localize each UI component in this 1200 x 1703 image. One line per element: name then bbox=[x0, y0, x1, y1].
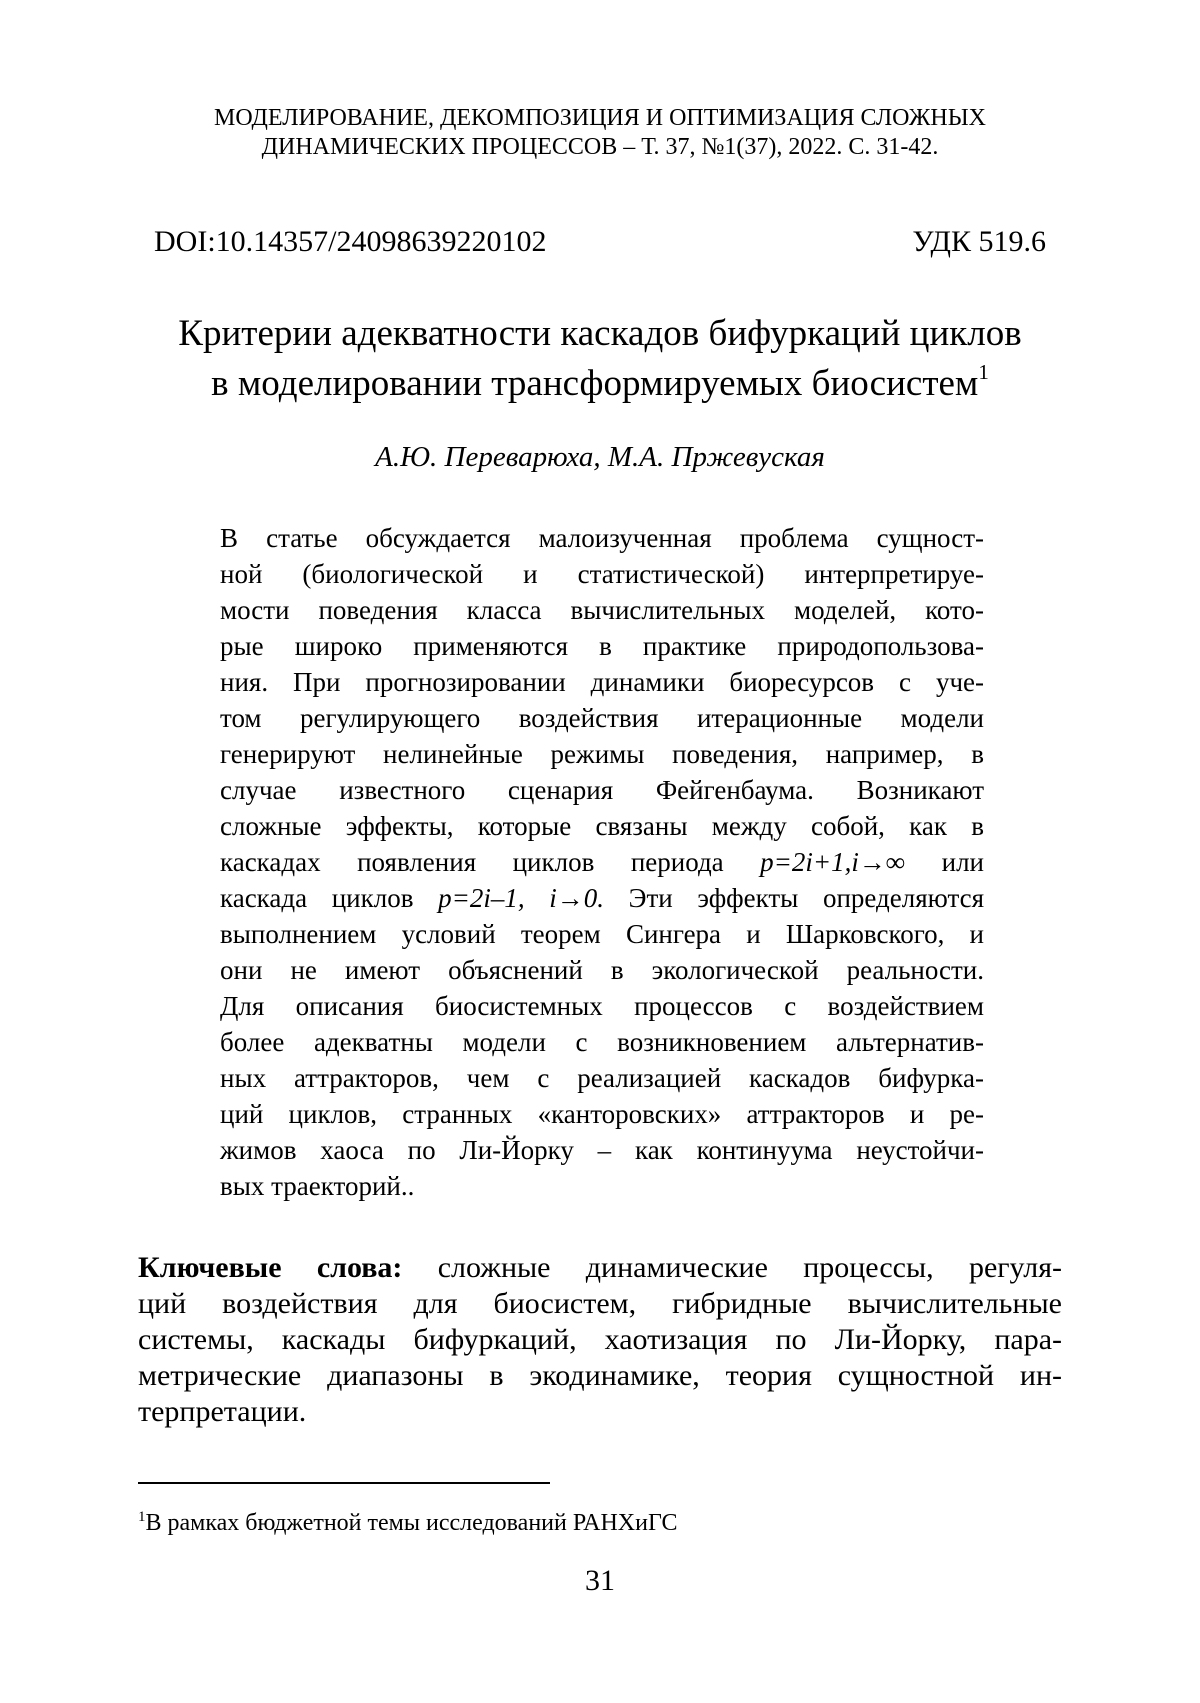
abstract-line: вых траекторий.. bbox=[220, 1171, 415, 1201]
formula-period-cascade: p=2i+1,i→∞ bbox=[760, 847, 906, 877]
abstract-text: каскадах появления циклов периода bbox=[220, 847, 761, 877]
footnote-divider bbox=[138, 1482, 550, 1484]
keywords-label: Ключевые слова: bbox=[138, 1251, 403, 1284]
abstract-line: том регулирующего воздействия итерационные модели bbox=[220, 703, 984, 733]
title-footnote-mark: 1 bbox=[978, 360, 989, 384]
abstract-line: ных аттракторов, чем с реализацией каскадов бифурка- bbox=[220, 1063, 984, 1093]
keywords-line: метрические диапазоны в экодинамике, теория сущностной ин- bbox=[138, 1359, 1062, 1392]
abstract-line: ния. При прогнозировании динамики биоресурсов с уче- bbox=[220, 667, 984, 697]
journal-header bbox=[0, 104, 1200, 162]
abstract-line: более адекватны модели с возникновением альтернатив- bbox=[220, 1027, 984, 1057]
authors: А.Ю. Переварюха, М.А. Пржевуская bbox=[375, 441, 825, 473]
abstract-line bbox=[220, 880, 984, 916]
abstract-line bbox=[220, 844, 984, 880]
abstract-line: случае известного сценария Фейгенбаума. Возникают bbox=[220, 775, 984, 805]
abstract-text: каскада циклов bbox=[220, 883, 439, 913]
keywords-line: системы, каскады бифуркаций, хаотизация по Ли-Йорку, пара- bbox=[138, 1323, 1062, 1356]
abstract-text: или bbox=[905, 847, 984, 877]
abstract-line: они не имеют объяснений в экологической реальности. bbox=[220, 955, 984, 985]
abstract-line: ной (биологической и статистической) интерпретируе- bbox=[220, 559, 984, 589]
keywords-line: ций воздействия для биосистем, гибридные вычислительные bbox=[138, 1287, 1062, 1320]
keywords-line: терпретации. bbox=[138, 1395, 307, 1428]
keywords-line bbox=[138, 1250, 1062, 1286]
abstract bbox=[220, 520, 984, 1204]
abstract-line: выполнением условий теорем Сингера и Шарковского, и bbox=[220, 919, 984, 949]
keywords bbox=[138, 1250, 1062, 1430]
formula-cycle-cascade: p=2i–1, i→0. bbox=[438, 883, 604, 913]
abstract-line: Для описания биосистемных процессов с воздействием bbox=[220, 991, 984, 1021]
abstract-line: рые широко применяются в практике природопользова- bbox=[220, 631, 984, 661]
abstract-line: мости поведения класса вычислительных моделей, кото- bbox=[220, 595, 984, 625]
footnote-mark: 1 bbox=[138, 1509, 146, 1525]
keywords-text: сложные динамические процессы, регуля- bbox=[402, 1251, 1062, 1284]
article-title bbox=[0, 309, 1200, 409]
abstract-line: ций циклов, странных «канторовских» аттракторов и ре- bbox=[220, 1099, 984, 1129]
doi: DOI:10.14357/24098639220102 bbox=[154, 225, 547, 258]
abstract-line: В статье обсуждается малоизученная проблема сущност- bbox=[220, 523, 984, 553]
article-title-line-2 bbox=[0, 359, 1200, 409]
article-title-line-1: Критерии адекватности каскадов бифуркаций циклов bbox=[178, 313, 1022, 354]
abstract-text: Эти эффекты определяются bbox=[604, 883, 984, 913]
abstract-line: генерируют нелинейные режимы поведения, например, в bbox=[220, 739, 984, 769]
footnote bbox=[138, 1510, 678, 1537]
abstract-line: жимов хаоса по Ли-Йорку – как континуума неустойчи- bbox=[220, 1135, 984, 1165]
journal-title-line-2: ДИНАМИЧЕСКИХ ПРОЦЕССОВ – Т. 37, №1(37), 2022. С. 31-42. bbox=[261, 134, 939, 160]
journal-title-line-1: МОДЕЛИРОВАНИЕ, ДЕКОМПОЗИЦИЯ И ОПТИМИЗАЦИЯ СЛОЖНЫХ bbox=[214, 105, 986, 131]
page-number: 31 bbox=[585, 1564, 615, 1597]
article-title-line-2-text: в моделировании трансформируемых биосистем bbox=[211, 363, 979, 404]
abstract-line: сложные эффекты, которые связаны между собой, как в bbox=[220, 811, 984, 841]
footnote-text: В рамках бюджетной темы исследований РАНХиГС bbox=[145, 1510, 678, 1536]
udk-code: УДК 519.6 bbox=[912, 225, 1046, 258]
